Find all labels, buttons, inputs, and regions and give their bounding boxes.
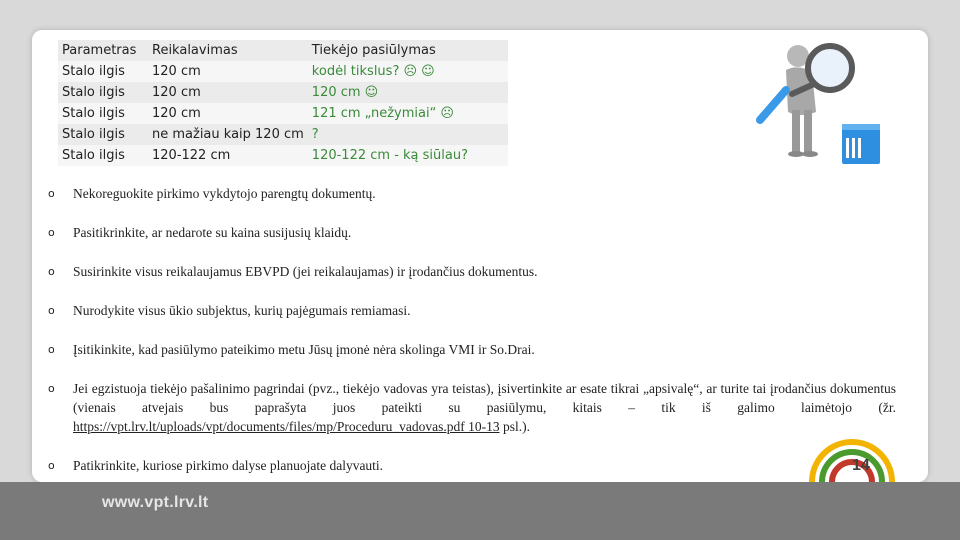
- table-row: [58, 40, 508, 61]
- table-cell: Stalo ilgis: [58, 124, 148, 145]
- bullet-mark: o: [48, 304, 55, 317]
- table-cell: 121 cm „nežymiai“ ☹: [308, 103, 508, 124]
- list-item-text: Nekoreguokite pirkimo vykdytojo parengtų dokumentų.: [73, 186, 376, 201]
- list-item-text: Nurodykite visus ūkio subjektus, kurių pajėgumais remiamasi.: [73, 303, 411, 318]
- table-cell: ne mažiau kaip 120 cm: [148, 124, 308, 145]
- table-cell: ?: [308, 124, 508, 145]
- footer-url[interactable]: www.vpt.lrv.lt: [102, 494, 209, 511]
- table-cell: 120 cm: [148, 82, 308, 103]
- page-number: 14: [852, 457, 870, 474]
- table-cell: 120 cm: [148, 103, 308, 124]
- list-item: [48, 262, 896, 281]
- list-item: [48, 340, 896, 359]
- bullet-mark: o: [48, 226, 55, 239]
- table-cell: 120-122 cm - ką siūlau?: [308, 145, 508, 166]
- list-item: [48, 379, 896, 436]
- list-item-text: Jei egzistuoja tiekėjo pašalinimo pagrindai (pvz., tiekėjo vadovas yra teistas), įsivertinkite ar esate tikrai „apsivalę“, ar turite tai įrodančius dokumentus (vienais atvejais bus paprašyta juos pateikti su pasiūlymu, kitais – tik iš galimo laimėtojo (žr.: [73, 381, 896, 415]
- bullet-list: [48, 184, 896, 495]
- table-row: [58, 124, 508, 145]
- list-item-text: Pasitikrinkite, ar nedarote su kaina susijusių klaidų.: [73, 225, 352, 240]
- table-cell: 120-122 cm: [148, 145, 308, 166]
- procedure-guide-link[interactable]: https://vpt.lrv.lt/uploads/vpt/documents/files/mp/Proceduru_vadovas.pdf 10-13: [73, 419, 500, 434]
- table-cell: Tiekėjo pasiūlymas: [308, 40, 508, 61]
- list-item-text: psl.).: [499, 419, 530, 434]
- table-row: [58, 82, 508, 103]
- magnifier-person-icon: [756, 42, 886, 167]
- bullet-mark: o: [48, 265, 55, 278]
- list-item-text: Susirinkite visus reikalaujamus EBVPD (jei reikalaujamas) ir įrodančius dokumentus.: [73, 264, 538, 279]
- table-cell: Stalo ilgis: [58, 61, 148, 82]
- bullet-mark: o: [48, 343, 55, 356]
- table-cell: Stalo ilgis: [58, 103, 148, 124]
- list-item: [48, 301, 896, 320]
- parameters-table: [58, 40, 508, 166]
- table-cell: 120 cm ☺: [308, 82, 508, 103]
- table-row: [58, 103, 508, 124]
- table-row: [58, 61, 508, 82]
- table-cell: Reikalavimas: [148, 40, 308, 61]
- list-item-text: Įsitikinkite, kad pasiūlymo pateikimo metu Jūsų įmonė nėra skolinga VMI ir So.Drai.: [73, 342, 535, 357]
- list-item: [48, 223, 896, 242]
- table-cell: Stalo ilgis: [58, 145, 148, 166]
- list-item: [48, 456, 896, 475]
- bullet-mark: o: [48, 459, 55, 472]
- table-row: [58, 145, 508, 166]
- table-cell: 120 cm: [148, 61, 308, 82]
- table-cell: Parametras: [58, 40, 148, 61]
- list-item-text: Patikrinkite, kuriose pirkimo dalyse planuojate dalyvauti.: [73, 458, 384, 473]
- bullet-mark: o: [48, 382, 55, 395]
- table-cell: Stalo ilgis: [58, 82, 148, 103]
- table-cell: kodėl tikslus? ☹ ☺: [308, 61, 508, 82]
- list-item: [48, 184, 896, 203]
- bullet-mark: o: [48, 187, 55, 200]
